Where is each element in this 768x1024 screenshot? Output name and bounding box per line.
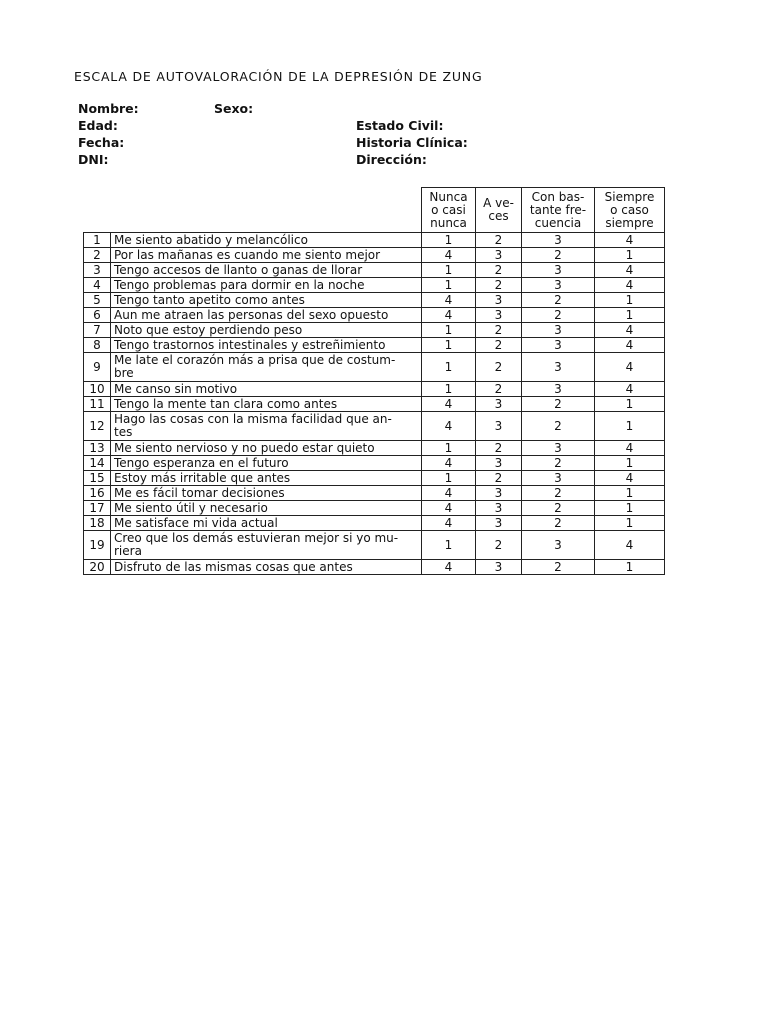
column-header-line: o casi: [431, 202, 466, 217]
score-cell: 1: [422, 471, 476, 486]
header-blank-cell: [111, 188, 422, 233]
score-cell: 4: [422, 456, 476, 471]
item-statement-line: Tengo la mente tan clara como antes: [114, 396, 338, 411]
item-statement: [111, 486, 422, 501]
table-row: [84, 248, 665, 263]
item-number: 8: [84, 338, 111, 353]
score-cell: 4: [595, 382, 665, 397]
item-statement-line: Tengo tanto apetito como antes: [114, 292, 305, 307]
item-statement: [111, 531, 422, 560]
item-statement-line: Creo que los demás estuvieran mejor si yo mu-: [114, 531, 399, 545]
item-number: 7: [84, 323, 111, 338]
item-statement: [111, 293, 422, 308]
score-cell: 2: [522, 501, 595, 516]
score-cell: 2: [522, 248, 595, 263]
score-cell: 2: [522, 308, 595, 323]
score-cell: 3: [476, 456, 522, 471]
score-cell: 3: [522, 278, 595, 293]
table-row: [84, 441, 665, 456]
item-number: 5: [84, 293, 111, 308]
score-cell: 3: [476, 560, 522, 575]
column-header-line: Con bas-: [531, 189, 585, 204]
item-number: 17: [84, 501, 111, 516]
score-cell: 2: [522, 560, 595, 575]
score-cell: 4: [422, 486, 476, 501]
item-statement: [111, 248, 422, 263]
column-header-line: o caso: [610, 202, 649, 217]
item-statement: [111, 353, 422, 382]
column-header-line: A ve-: [483, 196, 514, 210]
score-cell: 1: [422, 278, 476, 293]
item-statement: [111, 456, 422, 471]
item-statement: [111, 471, 422, 486]
score-cell: 4: [422, 308, 476, 323]
table-row: [84, 382, 665, 397]
item-statement: [111, 516, 422, 531]
field-nombre: Nombre:: [78, 101, 139, 116]
score-cell: 1: [595, 397, 665, 412]
item-statement-line: Aun me atraen las personas del sexo opuesto: [114, 307, 389, 322]
column-header-line: cuencia: [534, 215, 582, 230]
column-header-nunca: [422, 188, 476, 233]
item-statement: [111, 382, 422, 397]
score-cell: 1: [595, 560, 665, 575]
item-statement-line: Me es fácil tomar decisiones: [114, 485, 285, 500]
column-header-line: ces: [488, 209, 509, 223]
score-cell: 2: [476, 278, 522, 293]
table-row: [84, 516, 665, 531]
score-cell: 1: [595, 412, 665, 441]
score-cell: 2: [522, 456, 595, 471]
table-row: [84, 501, 665, 516]
item-statement-line: Me late el corazón más a prisa que de costum-: [114, 353, 396, 367]
item-statement-line: Me siento nervioso y no puedo estar quieto: [114, 440, 375, 455]
item-statement-line: Noto que estoy perdiendo peso: [114, 322, 303, 337]
score-cell: 4: [422, 501, 476, 516]
score-cell: 3: [476, 501, 522, 516]
score-cell: 2: [476, 338, 522, 353]
score-cell: 3: [522, 338, 595, 353]
table-row: [84, 338, 665, 353]
score-cell: 3: [522, 382, 595, 397]
score-cell: 1: [422, 531, 476, 560]
score-cell: 1: [422, 263, 476, 278]
table-header-row: [84, 188, 665, 233]
score-cell: 2: [476, 382, 522, 397]
item-statement-line: Estoy más irritable que antes: [114, 470, 291, 485]
score-cell: 4: [422, 560, 476, 575]
score-cell: 2: [522, 412, 595, 441]
item-statement-line: Por las mañanas es cuando me siento mejor: [114, 247, 381, 262]
score-cell: 4: [422, 248, 476, 263]
column-header-con-bastante-frecuencia: [522, 188, 595, 233]
score-cell: 1: [422, 338, 476, 353]
score-cell: 4: [422, 516, 476, 531]
score-cell: 4: [595, 531, 665, 560]
table-row: [84, 278, 665, 293]
item-number: 6: [84, 308, 111, 323]
item-number: 1: [84, 233, 111, 248]
item-statement-line: Hago las cosas con la misma facilidad que an-: [114, 412, 392, 426]
score-cell: 2: [522, 516, 595, 531]
field-edad: Edad:: [78, 118, 118, 133]
column-header-line: nunca: [430, 215, 467, 230]
score-cell: 4: [422, 397, 476, 412]
score-cell: 3: [476, 412, 522, 441]
score-cell: 2: [476, 471, 522, 486]
table-row: [84, 293, 665, 308]
item-statement-line: Tengo esperanza en el futuro: [114, 455, 289, 470]
item-statement-line: Tengo trastornos intestinales y estreñimiento: [114, 337, 386, 352]
item-number: 4: [84, 278, 111, 293]
field-estado-civil: Estado Civil:: [356, 118, 444, 133]
item-statement: [111, 412, 422, 441]
score-cell: 1: [595, 516, 665, 531]
score-cell: 1: [422, 353, 476, 382]
item-statement: [111, 233, 422, 248]
column-header-a-veces: [476, 188, 522, 233]
item-number: 14: [84, 456, 111, 471]
table-row: [84, 323, 665, 338]
item-statement: [111, 501, 422, 516]
field-direccion: Dirección:: [356, 152, 427, 167]
score-cell: 2: [522, 397, 595, 412]
item-statement-line: Me siento abatido y melancólico: [114, 232, 308, 247]
score-cell: 2: [476, 233, 522, 248]
item-statement: [111, 441, 422, 456]
score-cell: 3: [476, 486, 522, 501]
score-cell: 4: [595, 278, 665, 293]
score-cell: 3: [522, 531, 595, 560]
item-number: 2: [84, 248, 111, 263]
score-cell: 3: [522, 233, 595, 248]
item-statement-line: tes: [114, 425, 133, 439]
item-statement: [111, 308, 422, 323]
column-header-line: siempre: [605, 215, 654, 230]
item-statement-line: Me canso sin motivo: [114, 381, 238, 396]
score-cell: 1: [595, 456, 665, 471]
item-number: 12: [84, 412, 111, 441]
item-number: 11: [84, 397, 111, 412]
item-statement-line: Tengo problemas para dormir en la noche: [114, 277, 365, 292]
score-cell: 3: [476, 293, 522, 308]
score-cell: 4: [595, 338, 665, 353]
item-number: 16: [84, 486, 111, 501]
column-header-line: Nunca: [429, 189, 468, 204]
zung-scale-table: [83, 187, 665, 575]
table-row: [84, 531, 665, 560]
score-cell: 1: [422, 323, 476, 338]
score-cell: 1: [595, 486, 665, 501]
field-sexo: Sexo:: [214, 101, 254, 116]
item-statement: [111, 338, 422, 353]
score-cell: 3: [522, 441, 595, 456]
item-statement-line: Tengo accesos de llanto o ganas de llorar: [114, 262, 363, 277]
score-cell: 1: [422, 233, 476, 248]
table-row: [84, 560, 665, 575]
score-cell: 1: [422, 441, 476, 456]
item-number: 10: [84, 382, 111, 397]
table-row: [84, 233, 665, 248]
score-cell: 1: [422, 382, 476, 397]
item-number: 20: [84, 560, 111, 575]
table-row: [84, 471, 665, 486]
score-cell: 1: [595, 308, 665, 323]
item-number: 19: [84, 531, 111, 560]
score-cell: 1: [595, 293, 665, 308]
table-row: [84, 397, 665, 412]
table-row: [84, 263, 665, 278]
column-header-siempre: [595, 188, 665, 233]
score-cell: 2: [476, 323, 522, 338]
score-cell: 2: [522, 293, 595, 308]
score-cell: 3: [476, 397, 522, 412]
score-cell: 3: [476, 516, 522, 531]
table-row: [84, 308, 665, 323]
item-statement-line: Me satisface mi vida actual: [114, 515, 278, 530]
column-header-line: tante fre-: [529, 202, 587, 217]
score-cell: 4: [595, 353, 665, 382]
score-cell: 4: [422, 412, 476, 441]
table-row: [84, 412, 665, 441]
score-cell: 2: [476, 441, 522, 456]
score-cell: 2: [522, 486, 595, 501]
table-row: [84, 486, 665, 501]
item-statement: [111, 560, 422, 575]
score-cell: 4: [595, 323, 665, 338]
item-statement-line: Me siento útil y necesario: [114, 500, 268, 515]
header-blank-cell: [84, 188, 111, 233]
score-cell: 3: [476, 248, 522, 263]
column-header-line: Siempre: [604, 189, 655, 204]
score-cell: 3: [522, 263, 595, 278]
score-cell: 1: [595, 248, 665, 263]
score-cell: 3: [522, 471, 595, 486]
item-number: 3: [84, 263, 111, 278]
item-number: 18: [84, 516, 111, 531]
item-statement-line: riera: [114, 544, 142, 558]
score-cell: 1: [595, 501, 665, 516]
score-cell: 4: [595, 441, 665, 456]
item-statement: [111, 278, 422, 293]
score-cell: 2: [476, 263, 522, 278]
score-cell: 3: [522, 323, 595, 338]
table-row: [84, 456, 665, 471]
item-statement: [111, 323, 422, 338]
score-cell: 3: [522, 353, 595, 382]
item-number: 9: [84, 353, 111, 382]
item-statement-line: bre: [114, 366, 134, 380]
item-number: 13: [84, 441, 111, 456]
item-statement-line: Disfruto de las mismas cosas que antes: [114, 559, 353, 574]
page-title: ESCALA DE AUTOVALORACIÓN DE LA DEPRESIÓN DE ZUNG: [74, 69, 483, 84]
field-fecha: Fecha:: [78, 135, 125, 150]
item-number: 15: [84, 471, 111, 486]
score-cell: 2: [476, 353, 522, 382]
score-cell: 4: [595, 471, 665, 486]
score-cell: 2: [476, 531, 522, 560]
score-cell: 4: [595, 233, 665, 248]
item-statement: [111, 263, 422, 278]
item-statement: [111, 397, 422, 412]
table-row: [84, 353, 665, 382]
score-cell: 4: [595, 263, 665, 278]
score-cell: 4: [422, 293, 476, 308]
score-cell: 3: [476, 308, 522, 323]
field-historia-clinica: Historia Clínica:: [356, 135, 468, 150]
field-dni: DNI:: [78, 152, 109, 167]
